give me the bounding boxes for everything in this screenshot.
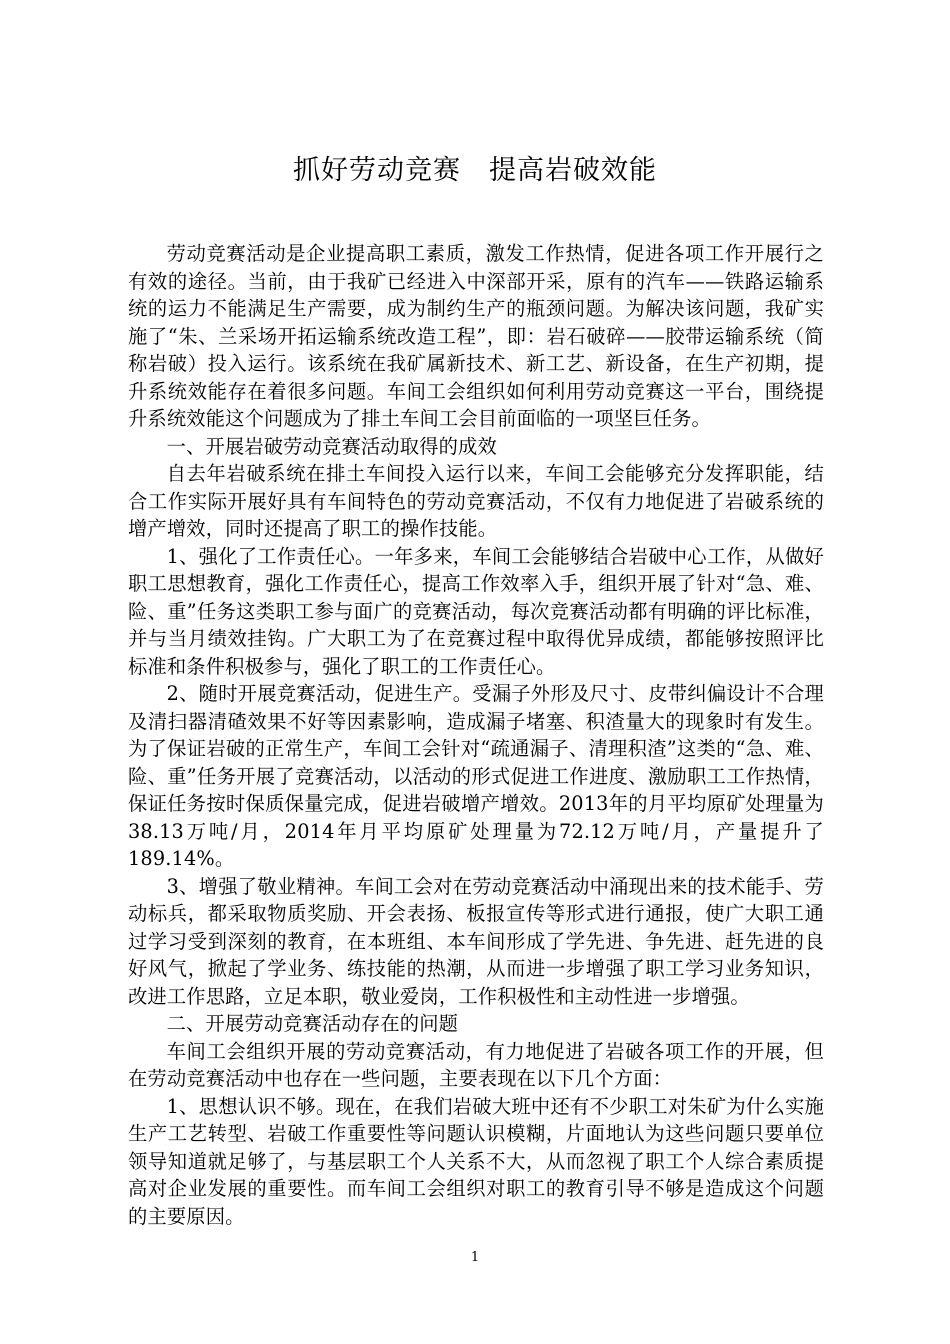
- achievement-item-1: 1、强化了工作责任心。一年多来，车间工会能够结合岩破中心工作，从做好职工思想教育，强化工作责任心，提高工作效率入手，组织开展了针对“急、难、险、重”任务这类职工参与面广的竞赛活动，每次竞赛活动都有明确的评比标准，并与当月绩效挂钩。广大职工为了在竞赛过程中取得优异成绩，都能够按照评比标准和条件积极参与，强化了职工的工作责任心。: [128, 544, 824, 678]
- document-title: 抓好劳动竞赛 提高岩破效能: [293, 155, 657, 186]
- problems-intro-paragraph: 车间工会组织开展的劳动竞赛活动，有力地促进了岩破各项工作的开展，但在劳动竞赛活动中也存在一些问题，主要表现在以下几个方面：: [128, 1039, 824, 1090]
- achievements-intro-paragraph: 自去年岩破系统在排土车间投入运行以来，车间工会能够充分发挥职能，结合工作实际开展好具有车间特色的劳动竞赛活动，不仅有力地促进了岩破系统的增产增效，同时还提高了职工的操作技能。: [128, 462, 824, 540]
- intro-paragraph: 劳动竞赛活动是企业提高职工素质，激发工作热情，促进各项工作开展行之有效的途径。当前，由于我矿已经进入中深部开采，原有的汽车——铁路运输系统的运力不能满足生产需要，成为制约生产的瓶颈问题。为解决该问题，我矿实施了“朱、兰采场开拓运输系统改造工程”，即：岩石破碎——胶带运输系统（简称岩破）投入运行。该系统在我矿属新技术、新工艺、新设备，在生产初期，提升系统效能存在着很多问题。车间工会组织如何利用劳动竞赛这一平台，围绕提升系统效能这个问题成为了排土车间工会目前面临的一项坚巨任务。: [128, 242, 824, 430]
- achievement-item-3: 3、增强了敬业精神。车间工会对在劳动竞赛活动中涌现出来的技术能手、劳动标兵，都采取物质奖励、开会表扬、板报宣传等形式进行通报，使广大职工通过学习受到深刻的教育，在本班组、本车间形成了学先进、争先进、赶先进的良好风气，掀起了学业务、练技能的热潮，从而进一步增强了职工学习业务知识，改进工作思路，立足本职，敬业爱岗，工作积极性和主动性进一步增强。: [128, 874, 824, 1008]
- achievement-item-2: 2、随时开展竞赛活动，促进生产。受漏子外形及尺寸、皮带纠偏设计不合理及清扫器清碴效果不好等因素影响，造成漏子堵塞、积渣量大的现象时有发生。为了保证岩破的正常生产，车间工会针对“疏通漏子、清理积渣”这类的“急、难、险、重”任务开展了竞赛活动，以活动的形式促进工作进度、激励职工工作热情，保证任务按时保质保量完成，促进岩破增产增效。2013年的月平均原矿处理量为38.13万吨/月，2014年月平均原矿处理量为72.12万吨/月，产量提升了189.14%。: [128, 682, 824, 870]
- page-number: 1: [470, 1250, 480, 1265]
- section-heading-achievements: 一、开展岩破劳动竞赛活动取得的成效: [166, 434, 497, 458]
- document-body: [128, 240, 824, 1230]
- problem-item-1: 1、思想认识不够。现在，在我们岩破大班中还有不少职工对朱矿为什么实施生产工艺转型、岩破工作重要性等问题认识模糊，片面地认为这些问题只要单位领导知道就足够了，与基层职工个人关系不大，从而忽视了职工个人综合素质提高对企业发展的重要性。而车间工会组织对职工的教育引导不够是造成这个问题的主要原因。: [128, 1094, 824, 1228]
- section-heading-problems: 二、开展劳动竞赛活动存在的问题: [166, 1012, 459, 1035]
